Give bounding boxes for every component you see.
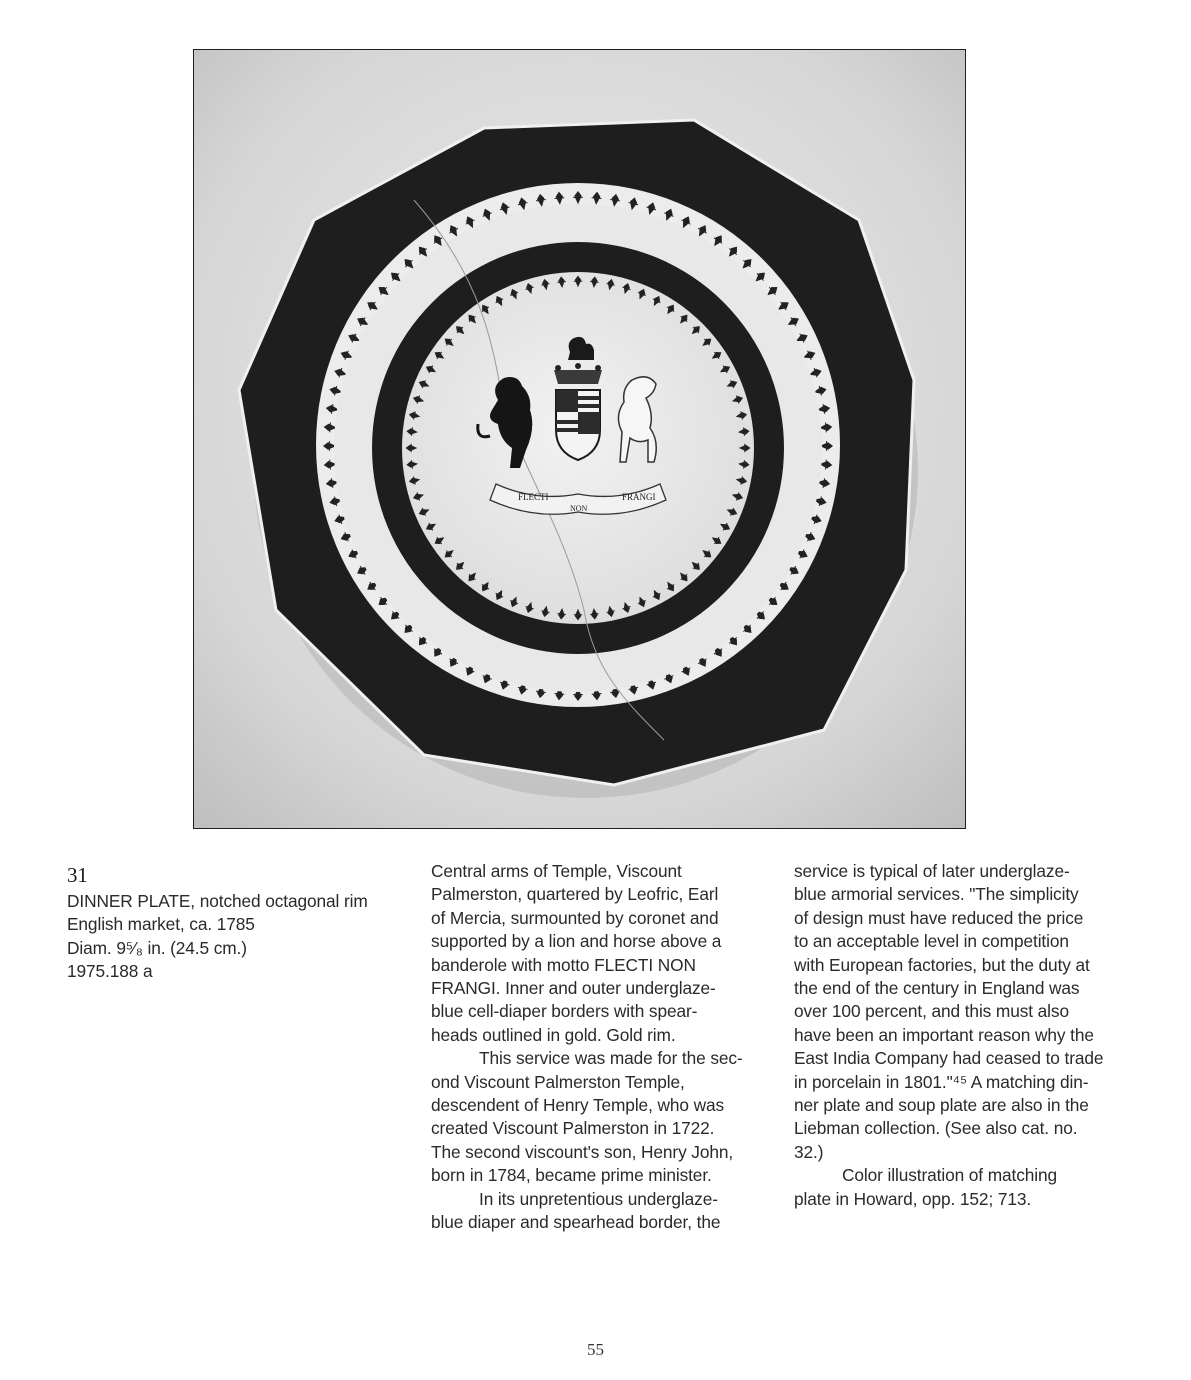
object-market: English market, ca. 1785 xyxy=(67,914,255,935)
text-line: banderole with motto FLECTI NON xyxy=(431,954,696,975)
text-line: This service was made for the sec- xyxy=(479,1048,743,1069)
text-line: FRANGI. Inner and outer underglaze- xyxy=(431,978,716,999)
text-line: ner plate and soup plate are also in the xyxy=(794,1095,1089,1116)
text-line: 32.) xyxy=(794,1141,824,1162)
text-line: of design must have reduced the price xyxy=(794,907,1084,928)
plate-illustration xyxy=(194,50,966,829)
text-line: have been an important reason why the xyxy=(794,1024,1094,1045)
text-line: Central arms of Temple, Viscount xyxy=(431,861,682,881)
text-line: Liebman collection. (See also cat. no. xyxy=(794,1118,1078,1139)
object-diameter: Diam. 9⁵⁄₈ in. (24.5 cm.) xyxy=(67,937,247,958)
text-line: the end of the century in England was xyxy=(794,978,1080,999)
text-line: blue armorial services. "The simplicity xyxy=(794,884,1079,905)
text-line: East India Company had ceased to trade xyxy=(794,1048,1104,1069)
text-line: descendent of Henry Temple, who was xyxy=(431,1095,725,1116)
text-line: The second viscount's son, Henry John, xyxy=(431,1141,734,1162)
text-line: Palmerston, quartered by Leofric, Earl xyxy=(431,884,719,905)
text-line: ond Viscount Palmerston Temple, xyxy=(431,1071,685,1092)
text-line: in porcelain in 1801."⁴⁵ A matching din- xyxy=(794,1071,1089,1092)
catalog-caption xyxy=(67,860,387,984)
catalog-number: 31 xyxy=(67,863,88,887)
object-title: DINNER PLATE, notched octagonal rim xyxy=(67,891,368,911)
text-line: Color illustration of matching xyxy=(842,1165,1058,1186)
motto-center: NON xyxy=(570,504,588,513)
text-line: supported by a lion and horse above a xyxy=(431,931,722,952)
plate-photograph xyxy=(193,49,966,829)
text-line: heads outlined in gold. Gold rim. xyxy=(431,1024,676,1045)
text-line: of Mercia, surmounted by coronet and xyxy=(431,907,719,928)
object-accession: 1975.188 a xyxy=(67,961,153,982)
motto-right: FRANGI xyxy=(622,492,656,502)
text-line: blue diaper and spearhead border, the xyxy=(431,1212,721,1233)
text-line: with European factories, but the duty at xyxy=(794,954,1090,975)
text-line: created Viscount Palmerston in 1722. xyxy=(431,1118,715,1139)
text-line: born in 1784, became prime minister. xyxy=(431,1165,712,1186)
text-line: to an acceptable level in competition xyxy=(794,931,1069,952)
motto-left: FLECTI xyxy=(518,492,549,502)
text-line: service is typical of later underglaze- xyxy=(794,861,1070,881)
page-number: 55 xyxy=(587,1340,604,1359)
description-column-1 xyxy=(431,860,751,1235)
description-column-2 xyxy=(794,860,1114,1211)
text-line: over 100 percent, and this must also xyxy=(794,1001,1069,1022)
text-line: In its unpretentious underglaze- xyxy=(479,1188,718,1209)
text-line: plate in Howard, opp. 152; 713. xyxy=(794,1188,1032,1209)
text-line: blue cell-diaper borders with spear- xyxy=(431,1001,698,1022)
